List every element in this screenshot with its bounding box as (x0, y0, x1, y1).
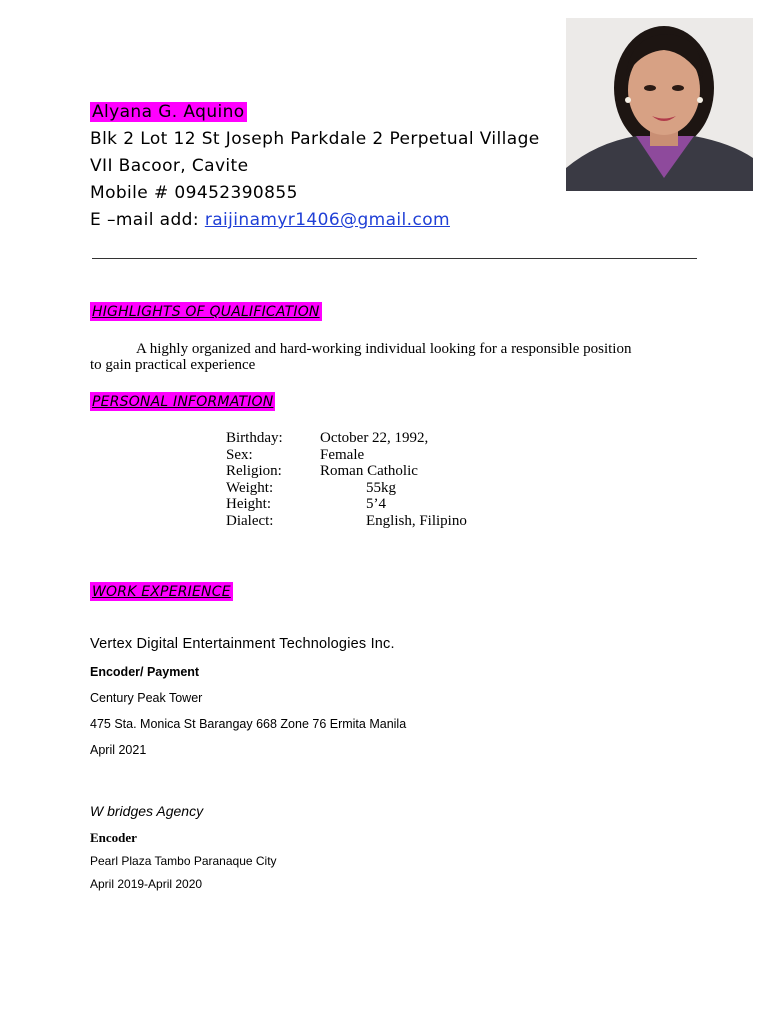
job-address: 475 Sta. Monica St Barangay 668 Zone 76 Ermita Manila (90, 717, 407, 731)
job-building: Century Peak Tower (90, 691, 203, 705)
info-value: October 22, 1992, (320, 430, 429, 446)
address-line-2: VII Bacoor, Cavite (90, 156, 249, 176)
highlights-text-line-2: to gain practical experience (90, 357, 256, 373)
email-label: E –mail add: (90, 210, 205, 230)
info-label: Birthday: (226, 430, 283, 446)
info-value: 5’4 (366, 496, 386, 512)
job-address: Pearl Plaza Tambo Paranaque City (90, 854, 277, 868)
info-value: Roman Catholic (320, 463, 418, 479)
mobile-number: Mobile # 09452390855 (90, 183, 298, 203)
job-2 (90, 803, 277, 891)
info-value: Female (320, 446, 365, 463)
personal-info-list (226, 430, 467, 529)
info-row-height (226, 496, 467, 513)
email-line (90, 207, 540, 234)
contact-block (90, 99, 540, 234)
work-section (90, 581, 233, 600)
highlights-section (90, 301, 322, 320)
email-link[interactable]: raijinamyr1406@gmail.com (204, 210, 450, 230)
info-label: Weight: (226, 479, 274, 496)
job-date: April 2021 (90, 743, 147, 757)
personal-heading: PERSONAL INFORMATION (92, 394, 274, 410)
job-company: W bridges Agency (90, 803, 204, 819)
applicant-name: Alyana G. Aquino (92, 102, 245, 122)
address-line-1: Blk 2 Lot 12 St Joseph Parkdale 2 Perpetual Village (90, 129, 540, 149)
info-label: Sex: (226, 446, 253, 463)
info-row-dialect (226, 513, 467, 530)
job-position: Encoder/ Payment (90, 665, 200, 679)
divider (92, 258, 697, 259)
info-row-weight (226, 480, 467, 497)
job-date: April 2019-April 2020 (90, 877, 203, 891)
personal-section (90, 391, 275, 410)
highlights-text-line-1: A highly organized and hard-working individual looking for a responsible position (136, 341, 632, 357)
portrait-image (566, 18, 753, 191)
job-position: Encoder (90, 830, 137, 845)
info-row-religion (226, 463, 467, 480)
job-company: Vertex Digital Entertainment Technologies Inc. (90, 636, 395, 652)
info-row-birthday (226, 430, 467, 447)
highlights-text (90, 341, 631, 373)
work-heading: WORK EXPERIENCE (92, 584, 231, 600)
info-label: Dialect: (226, 512, 274, 529)
info-value: English, Filipino (366, 512, 467, 529)
info-label: Height: (226, 496, 271, 512)
info-value: 55kg (366, 479, 396, 496)
highlights-heading: HIGHLIGHTS OF QUALIFICATION (92, 304, 320, 320)
job-1 (90, 636, 406, 757)
info-label: Religion: (226, 463, 282, 479)
profile-photo (566, 18, 753, 191)
info-row-sex (226, 447, 467, 464)
